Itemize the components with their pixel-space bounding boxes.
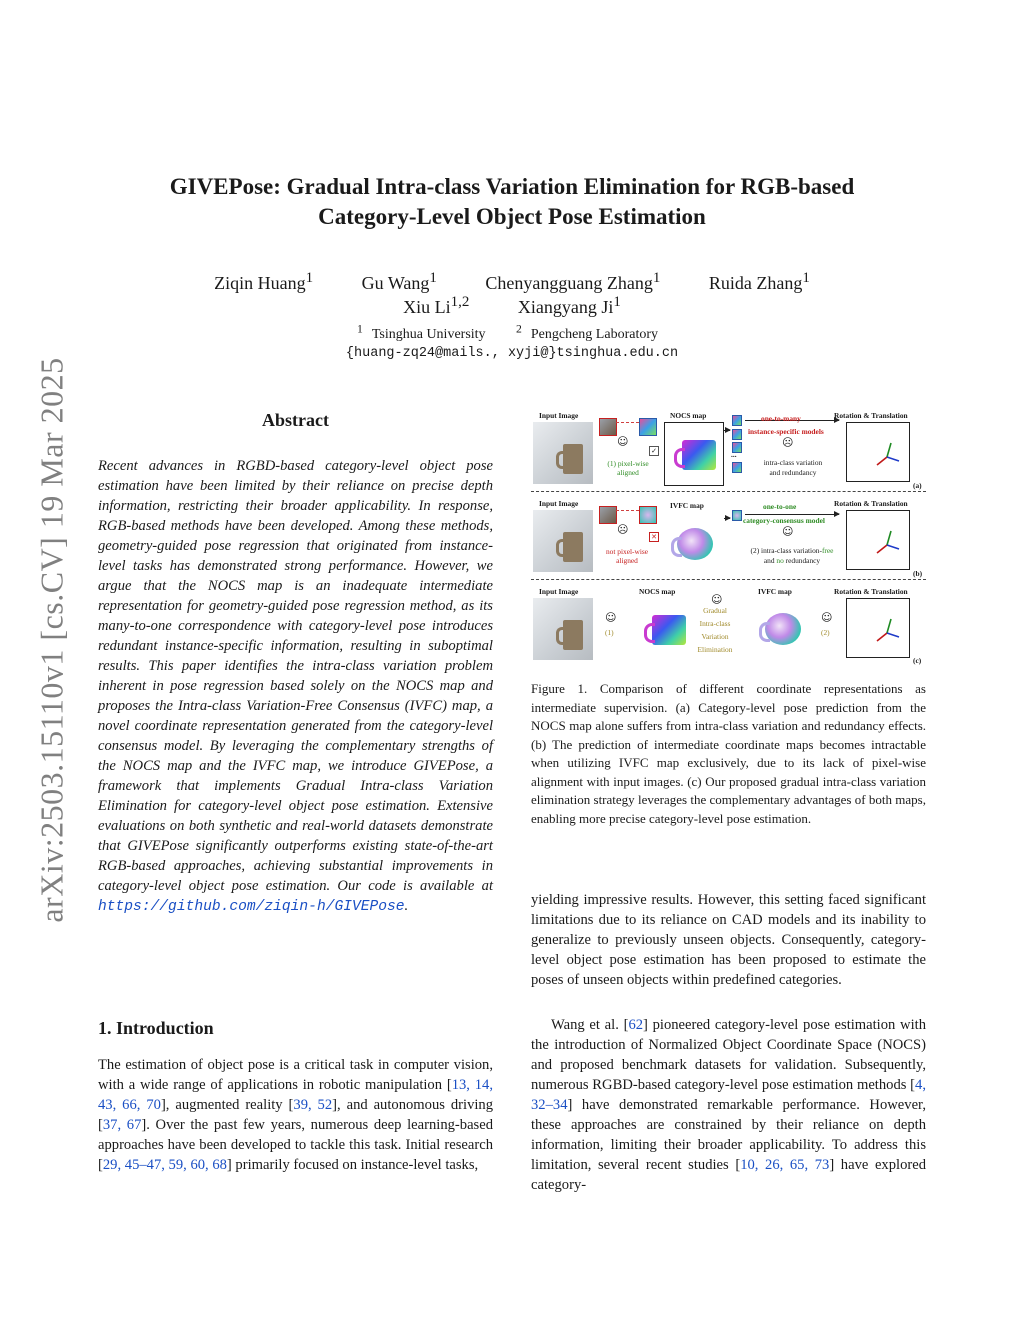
citation-link[interactable]: 37, 67 — [102, 1117, 142, 1133]
author-row-1 — [120, 270, 904, 294]
nocs-thumbnail — [639, 418, 657, 436]
figure-panel-a: Input Image NOCS map Rotation & Translation ☺ ✓ (1) pixel-wise aligned ... one-to-many instance-specific models ☹ intra-class variation and redundancy (a) — [531, 408, 926, 492]
panel-b-issue: (2) intra-class variation-free — [750, 546, 834, 555]
sad-face-icon: ☹ — [617, 523, 629, 536]
right-col-paragraph-1: yielding impressive results. However, this setting faced significant limitations due to its reliance on CAD models and its inability to generalize to previously unseen objects. Consequently, category-level object pose estimation has been proposed to estimate the poses of unseen objects within predefined categories. — [531, 892, 926, 988]
author: Gu Wang$^1$ — [361, 270, 437, 293]
pose-axes-box — [846, 422, 910, 482]
happy-face-icon: ☺ — [821, 611, 833, 624]
sad-face-icon: ☹ — [782, 436, 794, 449]
input-image-photo — [533, 598, 593, 660]
input-image-photo — [533, 510, 593, 572]
author: Xiangyang Ji$^1$ — [517, 294, 621, 317]
cross-icon: ✕ — [649, 532, 659, 542]
citation-link[interactable]: 29, 45–47, 59, 60, 68 — [102, 1157, 227, 1173]
author: Xiu Li$^{1,2}$ — [403, 294, 470, 317]
figure-caption: Figure 1. Comparison of different coordinate representations as intermediate supervision. (a) Category-level pose prediction from the NOCS map alone suffers from intra-class variation and redundancy effects. (b) The prediction of intermediate coordinate maps becomes intractable when utilizing IVFC map exclusively, due to its lack of pixel-wise alignment with input images. (c) Our proposed gradual intra-class variation elimination strategy leverages the complementary advantages of both maps, enabling more precise category-level pose estimation. — [531, 681, 926, 826]
figure-1 — [531, 408, 926, 668]
input-thumbnail — [599, 506, 617, 524]
ivfc-thumbnail — [639, 506, 657, 524]
arxiv-stamp: arXiv:2503.15110v1 [cs.CV] 19 Mar 2025 — [33, 357, 70, 923]
abstract-body: Recent advances in RGBD-based category-level object pose estimation have been limited by their reliance on precise depth information, restricting their broader applicability. In response, RGB-based methods have been developed. Among these methods, geometry-guided pose regression that originated from instance-level tasks has demonstrated strong performance. However, we argue that the NOCS map is an inadequate intermediate representation for geometry-guided pose regression method, as its many-to-one correspondence with category-level pose introduces redundant instance-specific information, resulting in suboptimal results. This paper identifies the intra-class variation problem inherent in pose regression based solely on the NOCS map and proposes the Intra-class Variation-Free Consensus (IVFC) map, a novel coordinate representation generated from the category-level consensus model. By leveraging the complementary strengths of the NOCS map and the IVFC map, we introduce GIVEPose, a framework that implements Gradual Intra-class Variation Elimination for category-level object pose estimation. Extensive evaluations on both synthetic and real-world datasets demonstrate that GIVEPose significantly outperforms existing state-of-the-art RGB-based approaches, achieving substantial improvements in category-level object pose estimation. Our code is available at https://github.com/ziqin-h/GIVEPose. — [98, 458, 493, 915]
author: Chenyangguang Zhang$^1$ — [485, 270, 661, 293]
input-thumbnail — [599, 418, 617, 436]
figure-panel-c: Input Image NOCS map IVFC map Rotation & Translation ☺ (1) ☺ Gradual Intra-class Variation Elimination ☺ (2) (c) — [531, 584, 926, 668]
happy-face-icon: ☺ — [782, 525, 794, 538]
citation-link[interactable]: 4, 32–34 — [531, 1077, 926, 1113]
ivfc-map-box — [664, 510, 724, 574]
author-row-2 — [120, 294, 904, 318]
happy-face-icon: ☺ — [711, 593, 723, 606]
panel-b-issue-2: and no redundancy — [763, 556, 821, 565]
check-icon: ✓ — [649, 446, 659, 456]
citation-link[interactable]: 39, 52 — [293, 1097, 333, 1113]
figure-panel-b: Input Image IVFC map Rotation & Translation ☹ ✕ not pixel-wise aligned one-to-one category-consensus model ☺ (2) intra-class variation-free and no redundancy (b) — [531, 496, 926, 580]
ivfc-map-box — [746, 598, 810, 658]
input-image-photo — [533, 422, 593, 484]
happy-face-icon: ☺ — [617, 435, 629, 448]
section-heading-introduction: 1. Introduction — [98, 1018, 214, 1038]
paper-title — [120, 172, 904, 232]
nocs-map-box — [629, 598, 693, 658]
gradual-elimination-label: Gradual Intra-class Variation Elimination — [697, 606, 733, 654]
pose-axes-box — [846, 598, 910, 658]
nocs-map-box — [664, 422, 724, 486]
affiliation: $^1$ Tsinghua University — [356, 322, 486, 342]
happy-face-icon: ☺ — [605, 611, 617, 624]
affiliation: $^2$ Pengcheng Laboratory — [516, 322, 658, 342]
abstract-heading: Abstract — [262, 410, 329, 430]
title-line-2: Category-Level Object Pose Estimation — [318, 204, 706, 229]
citation-link[interactable]: 62 — [628, 1017, 644, 1033]
right-col-paragraph-2: Wang et al. [62] pioneered category-level pose estimation with the introduction of Normalized Object Coordinate Space (NOCS) and proposed benchmark datasets for validation. Subsequently, numerous RGBD-based category-level pose estimation methods [4, 32–34] have demonstrated remarkable performance. However, these approaches are constrained by their reliance on depth information, limiting their broader applicability. To address this limitation, several recent studies [10, 26, 65, 73] have explored category- — [531, 1017, 927, 1193]
affiliations — [120, 322, 904, 343]
code-link[interactable]: https://github.com/ziqin-h/GIVEPose — [98, 899, 405, 915]
pose-axes-box — [846, 510, 910, 570]
citation-link[interactable]: 13, 14, 43, 66, 70 — [98, 1077, 493, 1113]
author: Ziqin Huang$^1$ — [214, 270, 314, 293]
author: Ruida Zhang$^1$ — [708, 270, 810, 293]
title-line-1: GIVEPose: Gradual Intra-class Variation Elimination for RGB-based — [169, 174, 855, 199]
author-email: {huang-zq24@mails., xyji@}tsinghua.edu.cn — [345, 346, 679, 361]
citation-link[interactable]: 10, 26, 65, 73 — [740, 1157, 830, 1173]
intro-paragraph: The estimation of object pose is a critical task in computer vision, with a wide range of applications in robotic manipulation [13, 14, 43, 66, 70], augmented reality [39, 52], and autonomous driving [37, 67]. Over the past few years, numerous deep learning-based approaches have been developed to tackle this task. Initial research [29, 45–47, 59, 60, 68] primarily focused on instance-level tasks, — [98, 1057, 494, 1173]
